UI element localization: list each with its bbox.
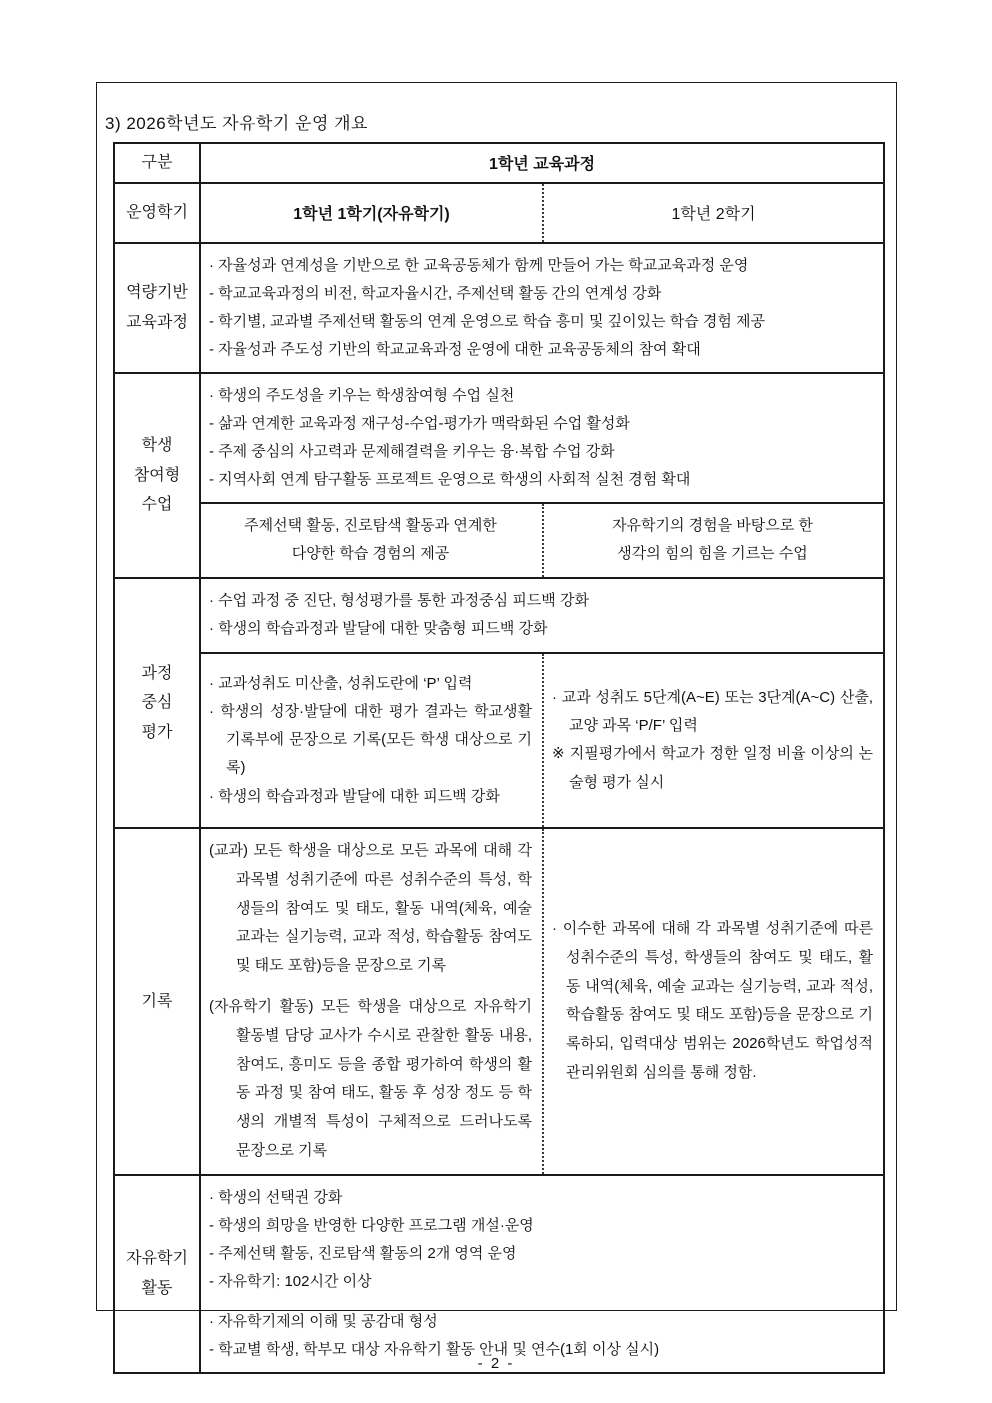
bullet-line: - 학교교육과정의 비전, 학교자율시간, 주제선택 활동 간의 연계성 강화 — [209, 284, 662, 302]
assessment-bullets — [201, 579, 883, 652]
participation-sub-left — [201, 504, 542, 577]
bullet-line: · 학생의 선택권 강화 — [209, 1188, 343, 1206]
bullet-line: - 삶과 연계한 교육과정 재구성-수업-평가가 맥락화된 수업 활성화 — [209, 414, 630, 432]
text-line: 다양한 학습 경험의 제공 — [291, 545, 450, 563]
table-row-assessment — [115, 577, 883, 827]
assessment-subrow — [201, 652, 883, 827]
table-row-participation — [115, 372, 883, 577]
assessment-label-line: 평가 — [141, 723, 173, 741]
semester-second-cell: 1학년 2학기 — [542, 184, 883, 242]
bullet-line: - 학교별 학생, 학부모 대상 자유학기 활동 안내 및 연수(1회 이상 실시) — [209, 1340, 660, 1358]
table-row-record — [115, 827, 883, 1174]
header-value-cell: 1학년 교육과정 — [488, 156, 596, 174]
participation-sub-right — [542, 504, 883, 577]
competency-label-cell — [115, 244, 201, 372]
page-border — [96, 82, 897, 1358]
text-line: 생각의 힘의 힘을 기르는 수업 — [617, 545, 808, 563]
participation-label-line: 학생 — [141, 436, 173, 454]
overview-table — [113, 142, 885, 1374]
participation-label-line: 수업 — [141, 496, 173, 514]
activity-label-line: 자유학기 — [126, 1250, 188, 1268]
table-row-competency — [115, 242, 883, 372]
participation-bullets — [201, 374, 883, 502]
header-label-cell: 구분 — [115, 144, 201, 182]
bullet-line: · 학생의 학습과정과 발달에 대한 맞춤형 피드백 강화 — [209, 620, 548, 638]
bullet-line: · 교과성취도 미산출, 성취도란에 ‘P’ 입력 — [209, 675, 473, 693]
bullet-line: · 자유학기제의 이해 및 공감대 형성 — [209, 1312, 438, 1330]
semester-label-cell: 운영학기 — [115, 184, 201, 242]
record-bullet: · 이수한 과목에 대해 각 과목별 성취기준에 따른 성취수준의 특성, 학생들의 참여도 및 태도, 활동 내역(체육, 예술 교과는 실기능력, 교과 적성, 학습활동 참여도 및 태도 포함)등을 문장으로 기록하되, 입력대상 범위는 2026학년도 학업성적관리위원회 심의를 통해 정함. — [552, 919, 873, 1081]
text-line: 자유학기의 경험을 바탕으로 한 — [612, 516, 813, 534]
note-line: ※ 지필평가에서 학교가 정한 일정 비율 이상의 논술형 평가 실시 — [552, 745, 873, 791]
participation-label-line: 참여형 — [133, 466, 181, 484]
participation-subrow — [201, 502, 883, 577]
bullet-line: - 자율성과 주도성 기반의 학교교육과정 운영에 대한 교육공동체의 참여 확대 — [209, 340, 701, 358]
assessment-sub-left — [201, 654, 542, 827]
bullet-line: - 자유학기: 102시간 이상 — [209, 1272, 372, 1290]
bullet-line: - 학기별, 교과별 주제선택 활동의 연계 운영으로 학습 흥미 및 깊이있는 학습 경험 제공 — [209, 312, 766, 330]
assessment-label-cell — [115, 579, 201, 827]
bullet-line: · 교과 성취도 5단계(A~E) 또는 3단계(A~C) 산출, 교양 과목 ‘P/F’ 입력 — [552, 689, 873, 735]
assessment-label-line: 과정 — [141, 664, 173, 682]
record-content — [201, 829, 883, 1174]
record-paragraph: (교과) 모든 학생을 대상으로 모든 과목에 대해 각 과목별 성취기준에 따른 성취수준의 특성, 학생들의 참여도 및 태도, 활동 내역(체육, 예술 교과는 실기능력, 교과 적성, 학습활동 참여도 및 태도 포함)등을 문장으로 기록 — [209, 841, 532, 975]
record-left-column — [201, 829, 542, 1174]
table-row-activity — [115, 1174, 883, 1372]
participation-label-cell — [115, 374, 201, 577]
bullet-line: · 수업 과정 중 진단, 형성평가를 통한 과정중심 피드백 강화 — [209, 592, 589, 610]
page-number: - 2 - — [477, 1355, 515, 1372]
assessment-label-line: 중심 — [141, 694, 173, 712]
bullet-line: · 자율성과 연계성을 기반으로 한 교육공동체가 함께 만들어 가는 학교교육과정 운영 — [209, 256, 749, 274]
competency-label-line: 역량기반 — [126, 284, 188, 302]
bullet-line: - 주제 중심의 사고력과 문제해결력을 키우는 융·복합 수업 강화 — [209, 442, 615, 460]
bullet-line: · 학생의 주도성을 키우는 학생참여형 수업 실천 — [209, 386, 515, 404]
table-row-semester — [115, 182, 883, 242]
table-row-header — [115, 144, 883, 182]
bullet-line: · 학생의 성장·발달에 대한 평가 결과는 학교생활기록부에 문장으로 기록(모든 학생 대상으로 기록) — [209, 703, 532, 777]
bullet-line: · 학생의 학습과정과 발달에 대한 피드백 강화 — [209, 787, 500, 805]
record-label-cell: 기록 — [115, 829, 201, 1174]
page-title: 3) 2026학년도 자유학기 운영 개요 — [105, 114, 368, 133]
activity-label-cell — [115, 1176, 201, 1372]
semester-first-cell: 1학년 1학기(자유학기) — [293, 206, 450, 224]
bullet-line: - 학생의 희망을 반영한 다양한 프로그램 개설·운영 — [209, 1216, 534, 1234]
bullet-line: - 주제선택 활동, 진로탐색 활동의 2개 영역 운영 — [209, 1244, 517, 1262]
assessment-sub-right — [542, 654, 883, 827]
record-paragraph: (자유학기 활동) 모든 학생을 대상으로 자유학기 활동별 담당 교사가 수시로 관찰한 활동 내용, 참여도, 흥미도 등을 종합 평가하여 학생의 활동 과정 및 참여 태도, 활동 후 성장 정도 등 학생의 개별적 특성이 구체적으로 드러나도록 문장으로 기록 — [209, 997, 532, 1159]
assessment-content — [201, 579, 883, 827]
participation-content — [201, 374, 883, 577]
bullet-line: - 지역사회 연계 탐구활동 프로젝트 운영으로 학생의 사회적 실천 경험 확대 — [209, 470, 691, 488]
record-right-column — [542, 829, 883, 1174]
semester-content — [201, 184, 883, 242]
activity-content — [201, 1176, 883, 1372]
text-line: 주제선택 활동, 진로탐색 활동과 연계한 — [244, 516, 497, 534]
competency-content — [201, 244, 883, 372]
competency-label-line: 교육과정 — [126, 313, 188, 331]
activity-label-line: 활동 — [141, 1279, 173, 1297]
